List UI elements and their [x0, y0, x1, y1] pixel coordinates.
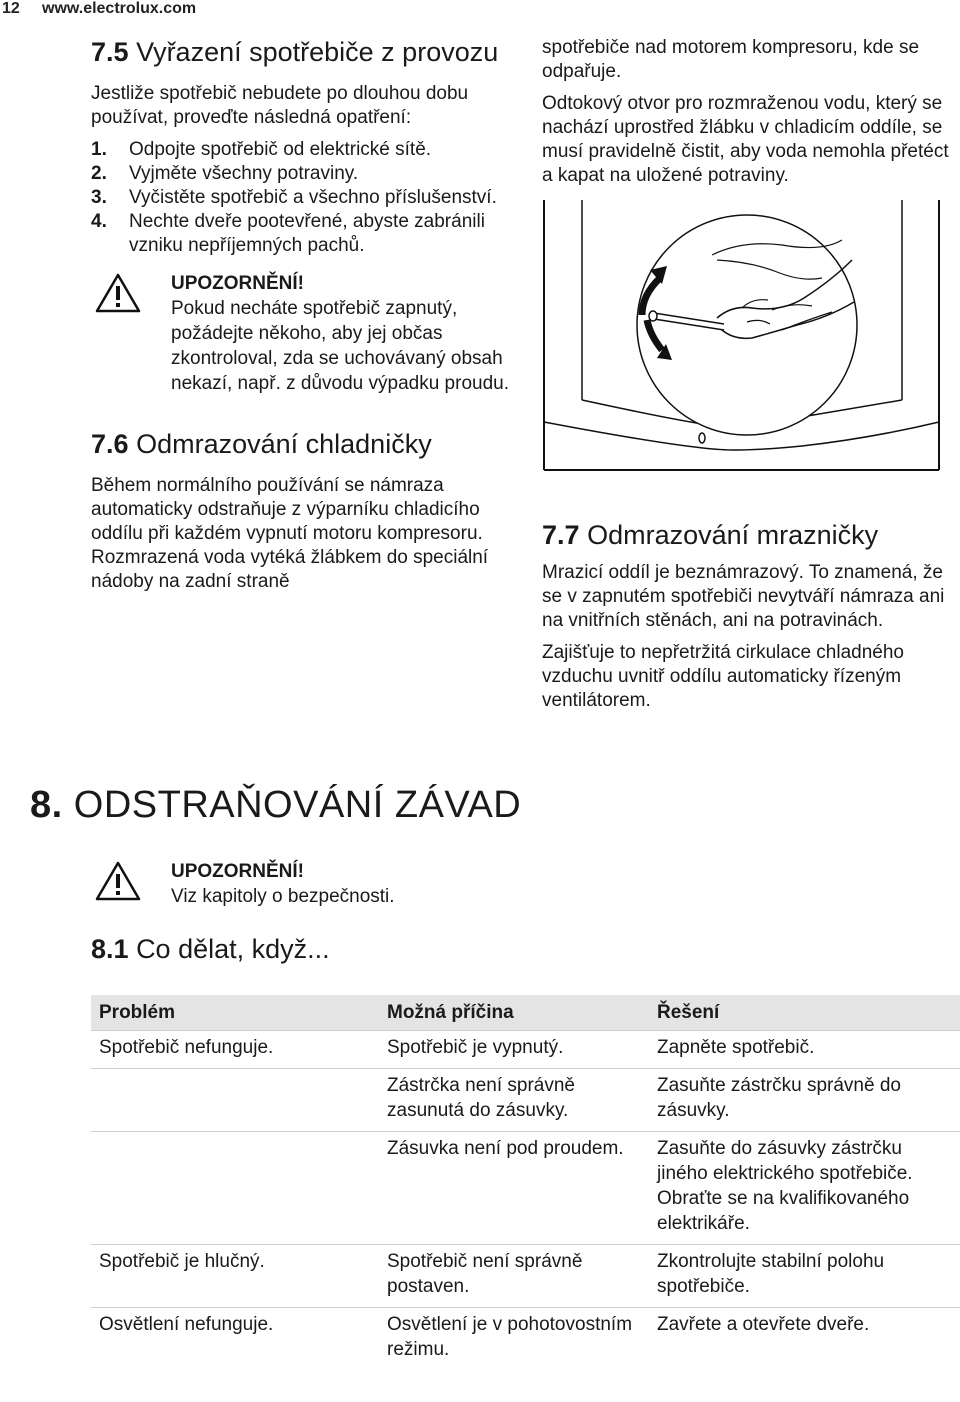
step-number: 1.: [91, 139, 107, 160]
solution-cell: Zapněte spotřebič.: [649, 1031, 960, 1069]
solution-cell: Zkontrolujte stabilní polohu spotřebiče.: [649, 1245, 960, 1308]
chapter-8-heading: [30, 784, 521, 826]
left-column: [91, 36, 511, 594]
problem-cell: [91, 1132, 379, 1245]
table-row: [91, 1069, 960, 1132]
warning-box-safety: [91, 860, 551, 909]
section-8-1-heading: [91, 933, 330, 965]
column-header-problem: Problém: [91, 995, 379, 1031]
table-row: [91, 1245, 960, 1308]
column-header-solution: Řešení: [649, 995, 960, 1031]
page-number: 12: [2, 0, 20, 17]
table-row: [91, 1132, 960, 1245]
steps-list: [91, 138, 511, 258]
column-header-cause: Možná příčina: [379, 995, 649, 1031]
section-title: Vyřazení spotřebiče z provozu: [136, 37, 499, 67]
problem-cell: Spotřebič je hlučný.: [91, 1245, 379, 1308]
table-row: [91, 1308, 960, 1371]
problem-cell: Spotřebič nefunguje.: [91, 1031, 379, 1069]
section-number: 7.6: [91, 429, 129, 459]
solution-cell: Zasuňte do zásuvky zástrčku jiného elektrického spotřebiče. Obraťte se na kvalifikovaného elektrikáře.: [649, 1132, 960, 1245]
section-number: 7.5: [91, 37, 129, 67]
troubleshooting-table: [91, 995, 960, 1370]
step-number: 2.: [91, 163, 107, 184]
section-7-5-intro: Jestliže spotřebič nebudete po dlouhou dobu používat, proveďte následná opatření:: [91, 83, 469, 128]
list-item: [91, 162, 511, 186]
section-title: Odmrazování mrazničky: [587, 520, 879, 550]
list-item: [91, 186, 511, 210]
section-title: Co dělat, když...: [136, 934, 330, 964]
problem-cell: Osvětlení nefunguje.: [91, 1308, 379, 1371]
list-item: [91, 210, 511, 258]
cause-cell: Spotřebič je vypnutý.: [379, 1031, 649, 1069]
cause-cell: Zástrčka není správně zasunutá do zásuvky.: [379, 1069, 649, 1132]
warning-box: [91, 272, 511, 396]
section-number: 8.1: [91, 934, 129, 964]
step-text: Nechte dveře pootevřené, abyste zabránili vzniku nepříjemných pachů.: [129, 211, 485, 256]
drain-cleaning-illustration: [542, 200, 941, 498]
table-header-row: [91, 995, 960, 1031]
section-7-6-heading: [91, 428, 511, 460]
warning-title: UPOZORNĚNÍ!: [171, 861, 304, 882]
chapter-title: ODSTRAŇOVÁNÍ ZÁVAD: [73, 784, 522, 826]
section-7-6-paragraph: Během normálního používání se námraza automaticky odstraňuje z výparníku chladicího oddílu při každém vypnutí motoru kompresoru. Rozmrazená voda vytéká žlábkem do speciální nádoby na zadní straně: [91, 475, 489, 592]
warning-text: Viz kapitoly o bezpečnosti.: [171, 886, 395, 907]
step-text: Vyjměte všechny potraviny.: [129, 163, 359, 184]
solution-cell: Zasuňte zástrčku správně do zásuvky.: [649, 1069, 960, 1132]
table-row: [91, 1031, 960, 1069]
chapter-number: 8.: [30, 784, 63, 826]
warning-text: Pokud necháte spotřebič zapnutý, požádejte někoho, aby jej občas zkontroloval, zda se uchovávaný obsah nekazí, např. z důvodu výpadku proudu.: [171, 298, 510, 394]
section-7-5-heading: [91, 36, 511, 68]
step-text: Vyčistěte spotřebič a všechno příslušenství.: [129, 187, 497, 208]
section-7-6-paragraph-continued: spotřebiče nad motorem kompresoru, kde se odpařuje.: [542, 37, 920, 82]
section-7-7-heading: [542, 519, 952, 551]
section-number: 7.7: [542, 520, 580, 550]
step-text: Odpojte spotřebič od elektrické sítě.: [129, 139, 432, 160]
list-item: [91, 138, 511, 162]
warning-triangle-icon: [95, 860, 141, 902]
cause-cell: Zásuvka není pod proudem.: [379, 1132, 649, 1245]
warning-triangle-icon: [95, 272, 141, 314]
right-column: [542, 36, 952, 713]
problem-cell: [91, 1069, 379, 1132]
section-7-7-paragraph-1: Mrazicí oddíl je beznámrazový. To znamená, že se v zapnutém spotřebiči nevytváří námraza ani na vnitřních stěnách, ani na potravinách.: [542, 562, 945, 631]
cause-cell: Osvětlení je v pohotovostním režimu.: [379, 1308, 649, 1371]
section-7-7-paragraph-2: Zajišťuje to nepřetržitá cirkulace chladného vzduchu uvnitř oddílu automaticky řízeným ventilátorem.: [542, 642, 904, 711]
section-title: Odmrazování chladničky: [136, 429, 432, 459]
step-number: 4.: [91, 211, 107, 232]
section-7-6-drain-paragraph: Odtokový otvor pro rozmraženou vodu, který se nachází uprostřed žlábku v chladicím oddíle, se musí pravidelně čistit, aby voda nemohla přetéct a kapat na uložené potraviny.: [542, 93, 949, 186]
warning-title: UPOZORNĚNÍ!: [171, 273, 304, 294]
solution-cell: Zavřete a otevřete dveře.: [649, 1308, 960, 1371]
cause-cell: Spotřebič není správně postaven.: [379, 1245, 649, 1308]
step-number: 3.: [91, 187, 107, 208]
header-url[interactable]: www.electrolux.com: [42, 0, 197, 17]
